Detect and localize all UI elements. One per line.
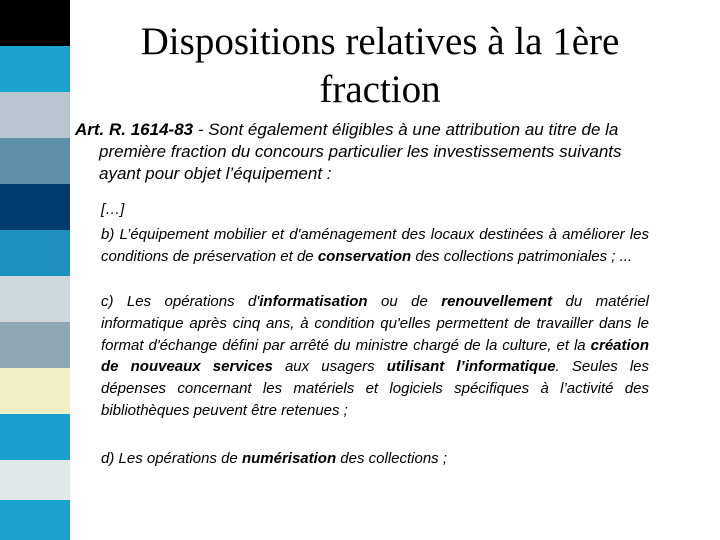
stripe-block bbox=[0, 46, 70, 92]
article-text: - Sont également éligibles à une attribution au titre de la première fraction du concours particulier les investissements suivants ayant pour objet l’équipement : bbox=[99, 120, 622, 183]
stripe-block bbox=[0, 92, 70, 138]
stripe-block bbox=[0, 230, 70, 276]
stripe-block bbox=[0, 322, 70, 368]
title-line-2: fraction bbox=[319, 68, 441, 111]
item-c-text: c) Les opérations d' bbox=[101, 293, 260, 310]
item-c-text: du matériel informatique après cinq ans, à condition qu'elles permettent de travailler dans le format d'échange défini par arrêté du ministre chargé de la culture, et la bbox=[101, 293, 650, 354]
decorative-stripe bbox=[0, 0, 70, 540]
item-c-text: . Seules les dépenses concernant les matériels et logiciels spécifiques à l’activité des bibliothèques peuvent être retenues ; bbox=[101, 358, 649, 419]
item-b-text: des collections patrimoniales ; ... bbox=[411, 247, 633, 265]
article-paragraph bbox=[75, 119, 659, 185]
stripe-block bbox=[0, 414, 70, 460]
stripe-block bbox=[0, 138, 70, 184]
stripe-block bbox=[0, 0, 70, 46]
article-reference: Art. R. 1614-83 bbox=[75, 120, 194, 139]
item-b-text: b) L’équipement mobilier et d'aménagement des locaux destinées à améliorer les conditions de préservation et de bbox=[101, 226, 649, 265]
item-b bbox=[101, 224, 649, 268]
stripe-block bbox=[0, 276, 70, 322]
item-d-text: des collections ; bbox=[336, 450, 448, 467]
stripe-block bbox=[0, 460, 70, 500]
item-c-bold: utilisant l’informatique bbox=[386, 358, 556, 376]
item-c bbox=[101, 291, 649, 422]
ellipsis-line: […] bbox=[101, 201, 125, 218]
item-c-bold: renouvellement bbox=[441, 293, 553, 310]
item-b-bold: conservation bbox=[317, 247, 412, 265]
slide-title bbox=[100, 18, 660, 114]
item-c-text: ou de bbox=[367, 293, 442, 310]
title-line-1: Dispositions relatives à la 1ère bbox=[140, 20, 620, 63]
item-d bbox=[101, 448, 649, 470]
item-d-bold: numérisation bbox=[241, 450, 337, 467]
stripe-block bbox=[0, 500, 70, 540]
item-c-text: aux usagers bbox=[272, 358, 387, 376]
stripe-block bbox=[0, 184, 70, 230]
item-c-bold: création de nouveaux services bbox=[101, 336, 649, 376]
stripe-block bbox=[0, 368, 70, 414]
item-d-text: d) Les opérations de bbox=[101, 450, 242, 467]
item-c-bold: informatisation bbox=[259, 293, 368, 310]
